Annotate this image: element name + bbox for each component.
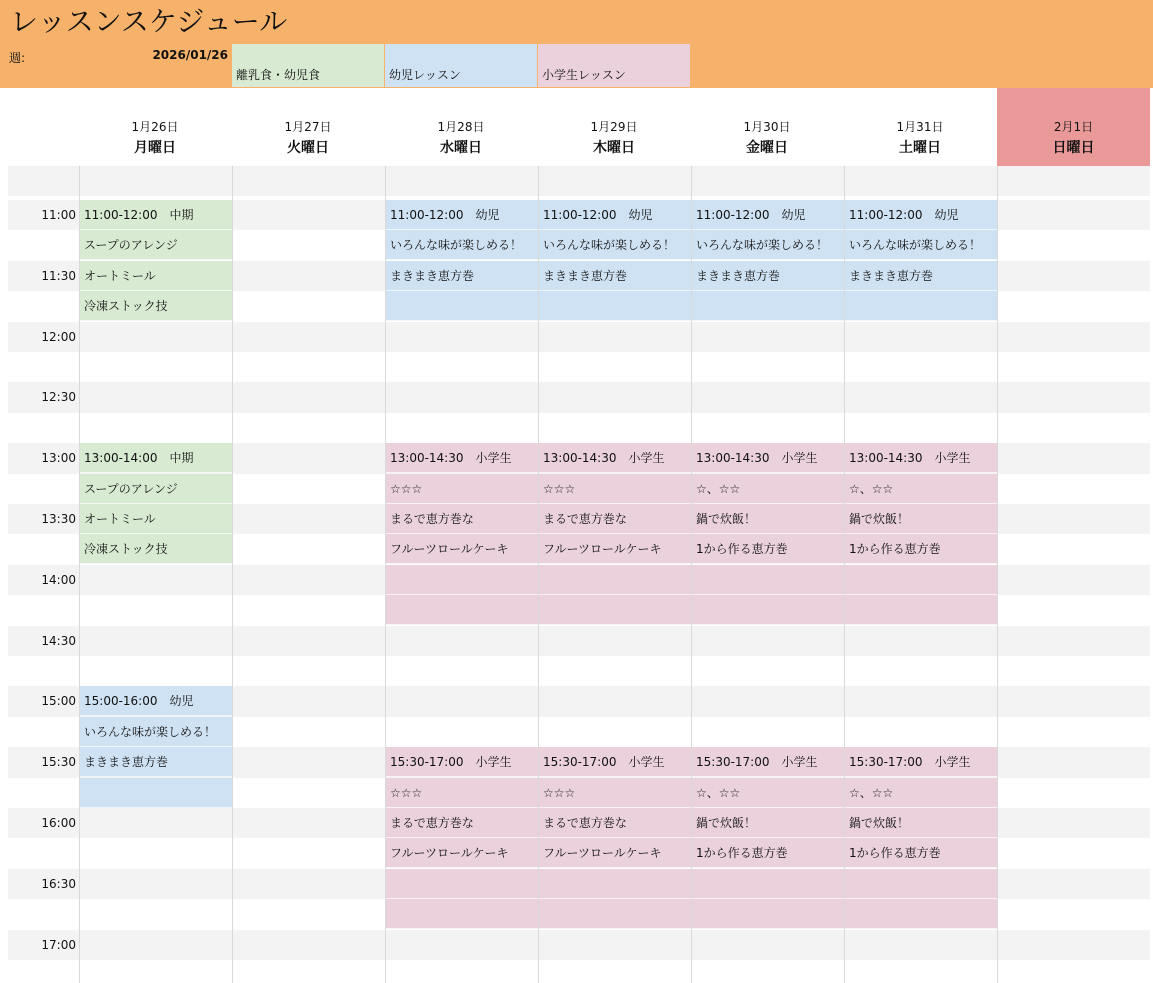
- day-date: 1月29日: [590, 120, 638, 134]
- lesson-cell-wed_1300[interactable]: [386, 565, 538, 595]
- lesson-cell-fri_1100[interactable]: 11:00-12:00 幼児: [692, 200, 844, 230]
- day-header-sat: [844, 88, 996, 166]
- lesson-cell-thu_1530[interactable]: フルーツロールケーキ: [539, 838, 691, 868]
- lesson-cell-sat_1300[interactable]: 鍋で炊飯！: [845, 504, 997, 534]
- lesson-cell-wed_1530[interactable]: フルーツロールケーキ: [386, 838, 538, 868]
- day-date: 1月30日: [743, 120, 791, 134]
- time-label: 11:00: [41, 208, 76, 222]
- lesson-cell-sat_1530[interactable]: ☆、☆☆: [845, 778, 997, 808]
- lesson-cell-sat_1100[interactable]: まきまき恵方巻: [845, 261, 997, 291]
- legend-infant-lesson-label: 幼児レッスン: [389, 68, 461, 82]
- lesson-cell-sat_1300[interactable]: [845, 595, 997, 625]
- lesson-cell-wed_1100[interactable]: [386, 291, 538, 321]
- lesson-cell-fri_1530[interactable]: 1から作る恵方巻: [692, 838, 844, 868]
- lesson-cell-sat_1100[interactable]: いろんな味が楽しめる！: [845, 230, 997, 260]
- time-label: 15:00: [41, 694, 76, 709]
- lesson-cell-fri_1100[interactable]: いろんな味が楽しめる！: [692, 230, 844, 260]
- lesson-cell-fri_1300[interactable]: [692, 595, 844, 625]
- lesson-cell-fri_1300[interactable]: [692, 565, 844, 595]
- lesson-cell-thu_1300[interactable]: フルーツロールケーキ: [539, 534, 691, 564]
- time-label: 12:30: [41, 390, 76, 405]
- lesson-cell-fri_1530[interactable]: 鍋で炊飯！: [692, 808, 844, 838]
- lesson-cell-mon_1500[interactable]: [80, 778, 232, 808]
- lesson-cell-fri_1300[interactable]: 1から作る恵方巻: [692, 534, 844, 564]
- lesson-cell-mon_1100[interactable]: オートミール: [80, 261, 232, 291]
- lesson-cell-mon_1500[interactable]: 15:00-16:00 幼児: [80, 686, 232, 716]
- time-label: 14:00: [41, 572, 76, 587]
- lesson-cell-fri_1100[interactable]: [692, 291, 844, 321]
- lesson-cell-fri_1530[interactable]: 15:30-17:00 小学生: [692, 747, 844, 777]
- lesson-cell-wed_1100[interactable]: まきまき恵方巻: [386, 261, 538, 291]
- lesson-cell-wed_1300[interactable]: ☆☆☆: [386, 474, 538, 504]
- lesson-cell-mon_1500[interactable]: いろんな味が楽しめる！: [80, 717, 232, 747]
- time-label: 11:30: [41, 268, 76, 283]
- lesson-cell-wed_1300[interactable]: [386, 595, 538, 625]
- lesson-cell-wed_1100[interactable]: 11:00-12:00 幼児: [386, 200, 538, 230]
- day-date: 1月27日: [284, 120, 332, 134]
- time-label: 14:30: [41, 633, 76, 648]
- lesson-cell-fri_1300[interactable]: ☆、☆☆: [692, 474, 844, 504]
- lesson-cell-mon_1300[interactable]: 冷凍ストック技: [80, 534, 232, 564]
- lesson-cell-thu_1100[interactable]: 11:00-12:00 幼児: [539, 200, 691, 230]
- day-header-sun: [997, 88, 1150, 166]
- day-header-mon: [79, 88, 231, 166]
- lesson-cell-sat_1530[interactable]: 鍋で炊飯！: [845, 808, 997, 838]
- day-date: 1月31日: [896, 120, 944, 134]
- lesson-cell-fri_1530[interactable]: [692, 899, 844, 929]
- time-label: 13:00: [41, 451, 76, 466]
- lesson-cell-fri_1300[interactable]: 13:00-14:30 小学生: [692, 443, 844, 473]
- lesson-cell-wed_1530[interactable]: [386, 899, 538, 929]
- lesson-cell-wed_1300[interactable]: フルーツロールケーキ: [386, 534, 538, 564]
- lesson-cell-wed_1300[interactable]: 13:00-14:30 小学生: [386, 443, 538, 473]
- lesson-cell-wed_1100[interactable]: いろんな味が楽しめる！: [386, 230, 538, 260]
- lesson-cell-mon_1300[interactable]: オートミール: [80, 504, 232, 534]
- row-stripe: [8, 382, 1150, 412]
- lesson-cell-thu_1530[interactable]: [539, 869, 691, 899]
- time-label: 17:00: [41, 937, 76, 952]
- day-weekday: 火曜日: [287, 140, 329, 156]
- lesson-cell-wed_1530[interactable]: 15:30-17:00 小学生: [386, 747, 538, 777]
- lesson-cell-thu_1300[interactable]: [539, 565, 691, 595]
- legend-infant-lesson: [385, 44, 537, 87]
- time-label: 16:00: [41, 816, 76, 830]
- lesson-cell-thu_1300[interactable]: 13:00-14:30 小学生: [539, 443, 691, 473]
- lesson-cell-sat_1300[interactable]: 13:00-14:30 小学生: [845, 443, 997, 473]
- lesson-cell-fri_1530[interactable]: ☆、☆☆: [692, 778, 844, 808]
- day-weekday: 水曜日: [440, 140, 482, 156]
- lesson-cell-sat_1100[interactable]: 11:00-12:00 幼児: [845, 200, 997, 230]
- time-label: 15:30: [41, 755, 76, 770]
- lesson-cell-mon_1100[interactable]: 11:00-12:00 中期: [80, 200, 232, 230]
- day-header-fri: [691, 88, 843, 166]
- lesson-cell-wed_1300[interactable]: まるで恵方巻な: [386, 504, 538, 534]
- page-title: レッスンスケジュール: [10, 5, 288, 38]
- lesson-cell-thu_1530[interactable]: [539, 899, 691, 929]
- week-value[interactable]: 2026/01/26: [152, 48, 228, 62]
- day-header-thu: [538, 88, 690, 166]
- lesson-cell-wed_1530[interactable]: [386, 869, 538, 899]
- row-stripe: [8, 322, 1150, 352]
- lesson-cell-sat_1100[interactable]: [845, 291, 997, 321]
- lesson-cell-sat_1530[interactable]: [845, 899, 997, 929]
- lesson-cell-wed_1530[interactable]: まるで恵方巻な: [386, 808, 538, 838]
- lesson-cell-wed_1530[interactable]: ☆☆☆: [386, 778, 538, 808]
- day-weekday: 月曜日: [134, 140, 176, 156]
- lesson-cell-mon_1300[interactable]: 13:00-14:00 中期: [80, 443, 232, 473]
- lesson-cell-sat_1530[interactable]: 15:30-17:00 小学生: [845, 747, 997, 777]
- grid-line: [232, 166, 233, 983]
- lesson-cell-sat_1300[interactable]: [845, 565, 997, 595]
- day-weekday: 日曜日: [1052, 140, 1095, 156]
- lesson-cell-thu_1530[interactable]: 15:30-17:00 小学生: [539, 747, 691, 777]
- time-label: 13:30: [41, 512, 76, 526]
- lesson-cell-fri_1300[interactable]: 鍋で炊飯！: [692, 504, 844, 534]
- day-header-tue: [232, 88, 384, 166]
- row-stripe: [8, 626, 1150, 656]
- legend-baby-food: [232, 44, 384, 87]
- lesson-cell-thu_1300[interactable]: [539, 595, 691, 625]
- lesson-cell-thu_1100[interactable]: いろんな味が楽しめる！: [539, 230, 691, 260]
- day-weekday: 木曜日: [593, 140, 635, 156]
- lesson-cell-mon_1300[interactable]: スープのアレンジ: [80, 474, 232, 504]
- lesson-cell-mon_1100[interactable]: スープのアレンジ: [80, 230, 232, 260]
- grid-line: [997, 166, 998, 983]
- lesson-cell-thu_1300[interactable]: ☆☆☆: [539, 474, 691, 504]
- blank-row: [8, 166, 1150, 196]
- legend-elementary-lesson: [538, 44, 690, 87]
- day-date: 1月26日: [131, 120, 179, 134]
- lesson-cell-sat_1530[interactable]: 1から作る恵方巻: [845, 838, 997, 868]
- time-label: 16:30: [41, 876, 76, 891]
- day-date: 1月28日: [437, 120, 485, 134]
- day-weekday: 土曜日: [899, 140, 941, 156]
- lesson-cell-mon_1500[interactable]: まきまき恵方巻: [80, 747, 232, 777]
- lesson-cell-mon_1100[interactable]: 冷凍ストック技: [80, 291, 232, 321]
- lesson-cell-sat_1530[interactable]: [845, 869, 997, 899]
- week-label: 週:: [9, 51, 26, 65]
- day-weekday: 金曜日: [746, 140, 788, 156]
- lesson-cell-thu_1530[interactable]: ☆☆☆: [539, 778, 691, 808]
- lesson-cell-thu_1100[interactable]: まきまき恵方巻: [539, 261, 691, 291]
- lesson-cell-thu_1300[interactable]: まるで恵方巻な: [539, 504, 691, 534]
- lesson-cell-thu_1530[interactable]: まるで恵方巻な: [539, 808, 691, 838]
- lesson-cell-fri_1530[interactable]: [692, 869, 844, 899]
- row-stripe: [8, 930, 1150, 960]
- legend-baby-food-label: 離乳食・幼児食: [236, 68, 321, 82]
- time-label: 12:00: [41, 329, 76, 344]
- day-header-wed: [385, 88, 537, 166]
- day-date: 2月1日: [1053, 120, 1094, 134]
- lesson-cell-thu_1100[interactable]: [539, 291, 691, 321]
- lesson-cell-sat_1300[interactable]: ☆、☆☆: [845, 474, 997, 504]
- lesson-cell-sat_1300[interactable]: 1から作る恵方巻: [845, 534, 997, 564]
- legend-elementary-lesson-label: 小学生レッスン: [542, 68, 626, 82]
- lesson-cell-fri_1100[interactable]: まきまき恵方巻: [692, 261, 844, 291]
